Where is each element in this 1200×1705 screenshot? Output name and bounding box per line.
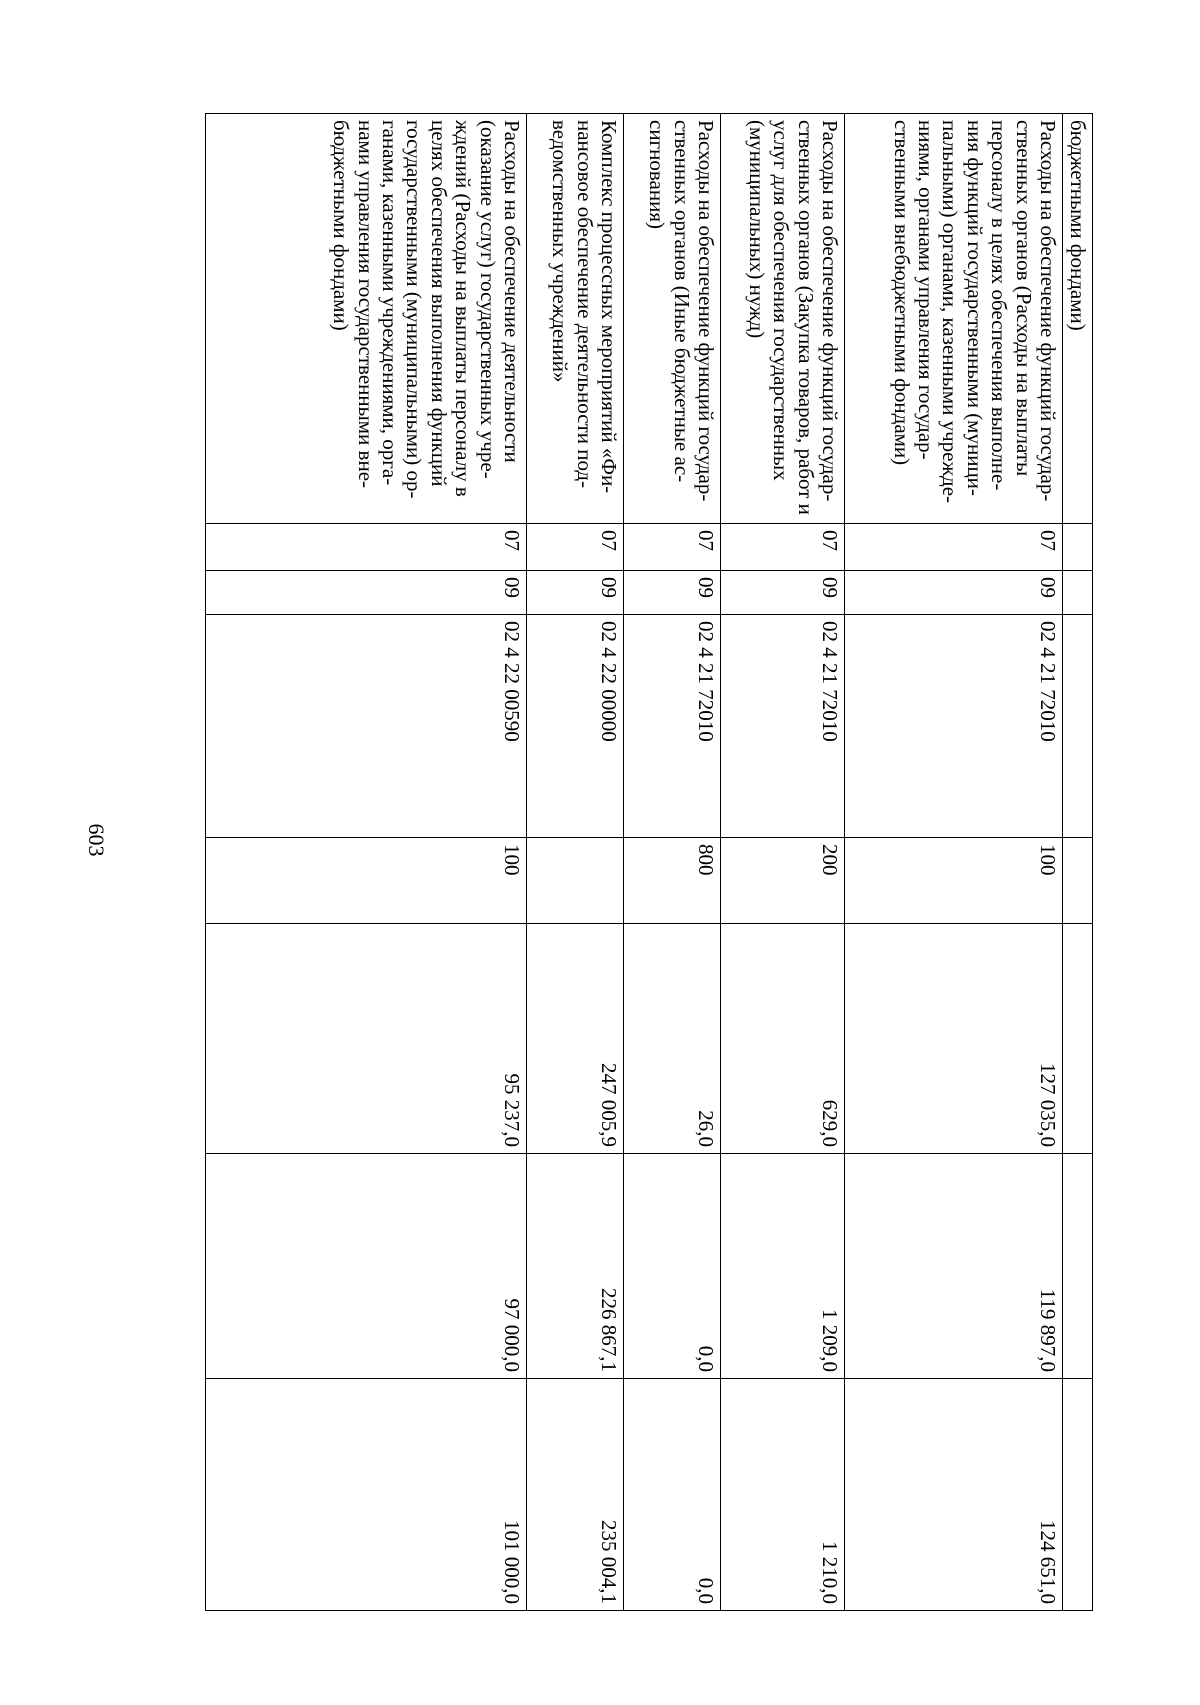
row-subsection: 09 xyxy=(624,571,721,615)
row-expense-type: 200 xyxy=(721,838,845,924)
row-target-article: 02 4 22 00000 xyxy=(527,615,624,838)
row-description: бюджетными фондами) xyxy=(1063,114,1093,524)
page-number-text: 603 xyxy=(84,823,109,857)
row-description: Расходы на обеспечение функций государ-ственных органов (Иные бюджетные ас-сигнования) xyxy=(624,114,721,524)
row-amount-year1: 629,0 xyxy=(721,924,845,1154)
row-target-article xyxy=(1063,615,1093,838)
row-target-article: 02 4 22 00590 xyxy=(206,615,527,838)
row-amount-year1: 26,0 xyxy=(624,924,721,1154)
row-description: Расходы на обеспечение функций государ-ственных органов (Расходы на выплаты персоналу в целях обеспечения выполне-ния функций государственными (муници-пальными) органами, казенными учрежде-ниями, органами управления государ-ственными внебюджетными фондами) xyxy=(845,114,1063,524)
row-amount-year3: 124 651,0 xyxy=(845,1379,1063,1611)
row-target-article: 02 4 21 72010 xyxy=(721,615,845,838)
row-section xyxy=(1063,524,1093,571)
table-row xyxy=(527,114,624,1611)
row-subsection: 09 xyxy=(206,571,527,615)
table-row xyxy=(1063,114,1093,1611)
row-section: 07 xyxy=(721,524,845,571)
row-description: Комплекс процессных мероприятий «Фи-нансовое обеспечение деятельности под-ведомственных учреждений» xyxy=(527,114,624,524)
table-row xyxy=(624,114,721,1611)
row-amount-year1: 95 237,0 xyxy=(206,924,527,1154)
table-row xyxy=(206,114,527,1611)
row-amount-year1: 247 005,9 xyxy=(527,924,624,1154)
row-expense-type: 100 xyxy=(845,838,1063,924)
row-expense-type: 800 xyxy=(624,838,721,924)
row-amount-year2: 119 897,0 xyxy=(845,1154,1063,1379)
row-subsection: 09 xyxy=(527,571,624,615)
row-amount-year2 xyxy=(1063,1154,1093,1379)
row-amount-year2: 1 209,0 xyxy=(721,1154,845,1379)
row-amount-year2: 0,0 xyxy=(624,1154,721,1379)
budget-table xyxy=(205,113,1093,1611)
row-target-article: 02 4 21 72010 xyxy=(624,615,721,838)
row-section: 07 xyxy=(206,524,527,571)
row-amount-year2: 97 000,0 xyxy=(206,1154,527,1379)
row-section: 07 xyxy=(624,524,721,571)
row-subsection: 09 xyxy=(845,571,1063,615)
table-row xyxy=(721,114,845,1611)
row-amount-year3: 1 210,0 xyxy=(721,1379,845,1611)
row-subsection xyxy=(1063,571,1093,615)
row-expense-type xyxy=(527,838,624,924)
row-amount-year1: 127 035,0 xyxy=(845,924,1063,1154)
table-row xyxy=(845,114,1063,1611)
row-expense-type xyxy=(1063,838,1093,924)
row-section: 07 xyxy=(845,524,1063,571)
row-amount-year3 xyxy=(1063,1379,1093,1611)
row-description: Расходы на обеспечение функций государ-ственных органов (Закупка товаров, работ и услуг для обеспечения государственных (муниципальных) нужд) xyxy=(721,114,845,524)
row-amount-year3: 101 000,0 xyxy=(206,1379,527,1611)
row-amount-year1 xyxy=(1063,924,1093,1154)
row-subsection: 09 xyxy=(721,571,845,615)
row-description: Расходы на обеспечение деятельности (оказание услуг) государственных учре-ждений (Расходы на выплаты персоналу в целях обеспечения выполнения функций государственными (муниципальными) ор-ганами, казенными учреждениями, орга-нами управления государственными вне-бюджетными фондами) xyxy=(206,114,527,524)
row-target-article: 02 4 21 72010 xyxy=(845,615,1063,838)
row-amount-year3: 235 004,1 xyxy=(527,1379,624,1611)
budget-table-container xyxy=(206,113,1093,1610)
row-amount-year2: 226 867,1 xyxy=(527,1154,624,1379)
row-expense-type: 100 xyxy=(206,838,527,924)
row-amount-year3: 0,0 xyxy=(624,1379,721,1611)
row-section: 07 xyxy=(527,524,624,571)
